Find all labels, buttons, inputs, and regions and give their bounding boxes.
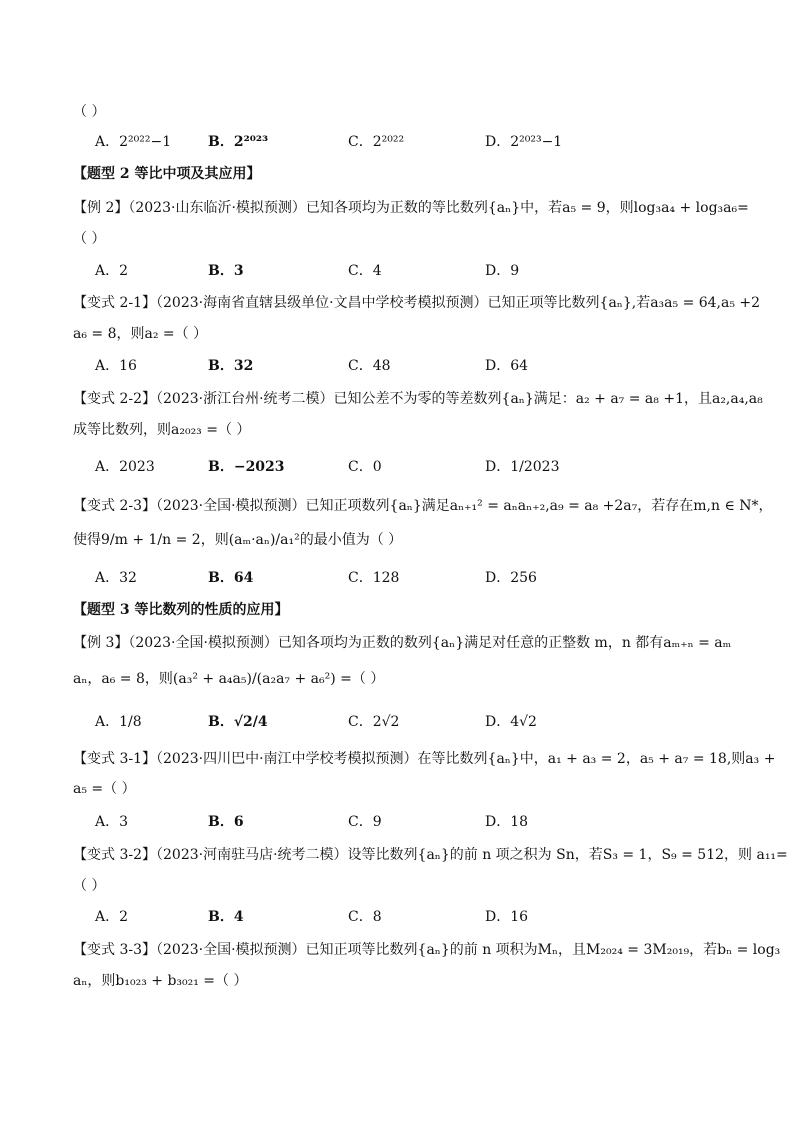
question-source: （2023·全国·模拟预测） [128, 635, 278, 651]
question-text: 已知正项数列{aₙ}满足aₙ₊₁² = aₙaₙ₊₂,a₉ = a₈ +2a₇，若存在m,n ∈ N*， [305, 498, 773, 514]
option-row [95, 908, 715, 926]
question-text: 已知各项均为正数的数列{aₙ}满足对任意的正整数 m，n 都有aₘ₊ₙ = aₘ [277, 635, 732, 651]
question-text: 已知公差不为零的等差数列{aₙ}满足：a₂ + a₇ = a₈ +1，且a₂,a₄,a₈ [333, 391, 763, 407]
option-a: A．3 [95, 814, 129, 830]
stem-end: （ ） [73, 878, 106, 894]
option-b: B．√2/4 [208, 714, 268, 730]
option-c: C．8 [348, 909, 382, 925]
question-line [73, 390, 763, 408]
question-line [73, 846, 788, 864]
option-row [95, 813, 715, 831]
option-row [95, 569, 715, 587]
option-d: D．256 [485, 570, 537, 586]
option-c: C．0 [348, 459, 382, 475]
option-b: B．64 [208, 570, 254, 586]
question-line [73, 941, 781, 959]
section-title: 【题型 3 等比数列的性质的应用】 [73, 602, 289, 618]
option-d: D．9 [485, 263, 520, 279]
option-a: A．2²⁰²²−1 [95, 134, 172, 150]
stem-end: （ ） [73, 231, 106, 247]
question-text: 已知正项等比数列{aₙ}的前 n 项积为Mₙ，且M₂₀₂₄ = 3M₂₀₁₉，若bₙ = log₃ [305, 942, 781, 958]
stem-end: （ ） [73, 104, 106, 120]
question-text-cont: a₆ = 8，则a₂ =（ ） [73, 326, 208, 342]
question-source: （2023·四川巴中·南江中学校考模拟预测） [156, 751, 418, 767]
option-b: B．2²⁰²³ [208, 134, 269, 150]
question-text-cont: a₅ =（ ） [73, 781, 136, 797]
question-source: （2023·海南省直辖县级单位·文昌中学校考模拟预测） [156, 295, 488, 311]
option-c: C．128 [348, 570, 400, 586]
option-d: D．2²⁰²³−1 [485, 134, 563, 150]
question-label: 【变式 2-2】 [73, 391, 156, 407]
option-b: B．4 [208, 909, 244, 925]
question-line [73, 199, 754, 217]
option-d: D．4√2 [485, 714, 537, 730]
question-text-cont: aₙ，a₆ = 8，则(a₃² + a₄a₅)/(a₂a₇ + a₆²) =（ ） [73, 671, 385, 687]
option-a: A．2023 [95, 459, 155, 475]
question-label: 【变式 2-1】 [73, 295, 156, 311]
option-c: C．4 [348, 263, 382, 279]
option-c: C．2²⁰²² [348, 134, 405, 150]
option-b: B．−2023 [208, 459, 285, 475]
option-c: C．2√2 [348, 714, 400, 730]
question-source: （2023·山东临沂·模拟预测） [128, 200, 306, 216]
question-text: 设等比数列{aₙ}的前 n 项之积为 Sn，若S₃ = 1，S₉ = 512，则 a₁₁= [347, 847, 788, 863]
question-source: （2023·浙江台州·统考二模） [156, 391, 334, 407]
option-a: A．2 [95, 263, 129, 279]
section-title: 【题型 2 等比中项及其应用】 [73, 166, 261, 182]
option-d: D．16 [485, 909, 529, 925]
question-label: 【变式 3-2】 [73, 847, 156, 863]
option-a: A．16 [95, 358, 137, 374]
question-label: 【例 2】 [73, 200, 129, 216]
option-c: C．48 [348, 358, 391, 374]
question-line [73, 750, 776, 768]
question-text: 已知各项均为正数的等比数列{aₙ}中，若a₅ = 9，则log₃a₄ + log₃a₆= [305, 200, 749, 216]
option-row [95, 133, 715, 151]
option-d: D．64 [485, 358, 529, 374]
option-row [95, 713, 715, 731]
option-row [95, 262, 715, 280]
question-text: 在等比数列{aₙ}中，a₁ + a₃ = 2，a₅ + a₇ = 18,则a₃ + [417, 751, 776, 767]
question-line [73, 294, 761, 312]
option-row [95, 357, 715, 375]
option-d: D．18 [485, 814, 529, 830]
question-text-cont: 成等比数列，则a₂₀₂₃ =（ ） [73, 422, 251, 438]
question-line [73, 497, 773, 515]
option-b: B．32 [208, 358, 254, 374]
question-label: 【变式 2-3】 [73, 498, 156, 514]
option-a: A．2 [95, 909, 129, 925]
option-row [95, 458, 715, 476]
question-label: 【例 3】 [73, 635, 129, 651]
option-a: A．32 [95, 570, 137, 586]
question-source: （2023·全国·模拟预测） [156, 498, 306, 514]
option-d: D．1/2023 [485, 459, 560, 475]
question-text: 已知正项等比数列{aₙ},若a₃a₅ = 64,a₅ +2 [487, 295, 761, 311]
option-b: B．3 [208, 263, 244, 279]
question-source: （2023·全国·模拟预测） [156, 942, 306, 958]
option-b: B．6 [208, 814, 244, 830]
question-text-cont: aₙ，则b₁₀₂₃ + b₃₀₂₁ =（ ） [73, 973, 248, 989]
question-label: 【变式 3-3】 [73, 942, 156, 958]
question-label: 【变式 3-1】 [73, 751, 156, 767]
option-a: A．1/8 [95, 714, 142, 730]
option-c: C．9 [348, 814, 382, 830]
question-text-cont: 使得9/m + 1/n = 2，则(aₘ·aₙ)/a₁²的最小值为（ ） [73, 532, 403, 548]
question-line [73, 634, 754, 652]
question-source: （2023·河南驻马店·统考二模） [156, 847, 348, 863]
